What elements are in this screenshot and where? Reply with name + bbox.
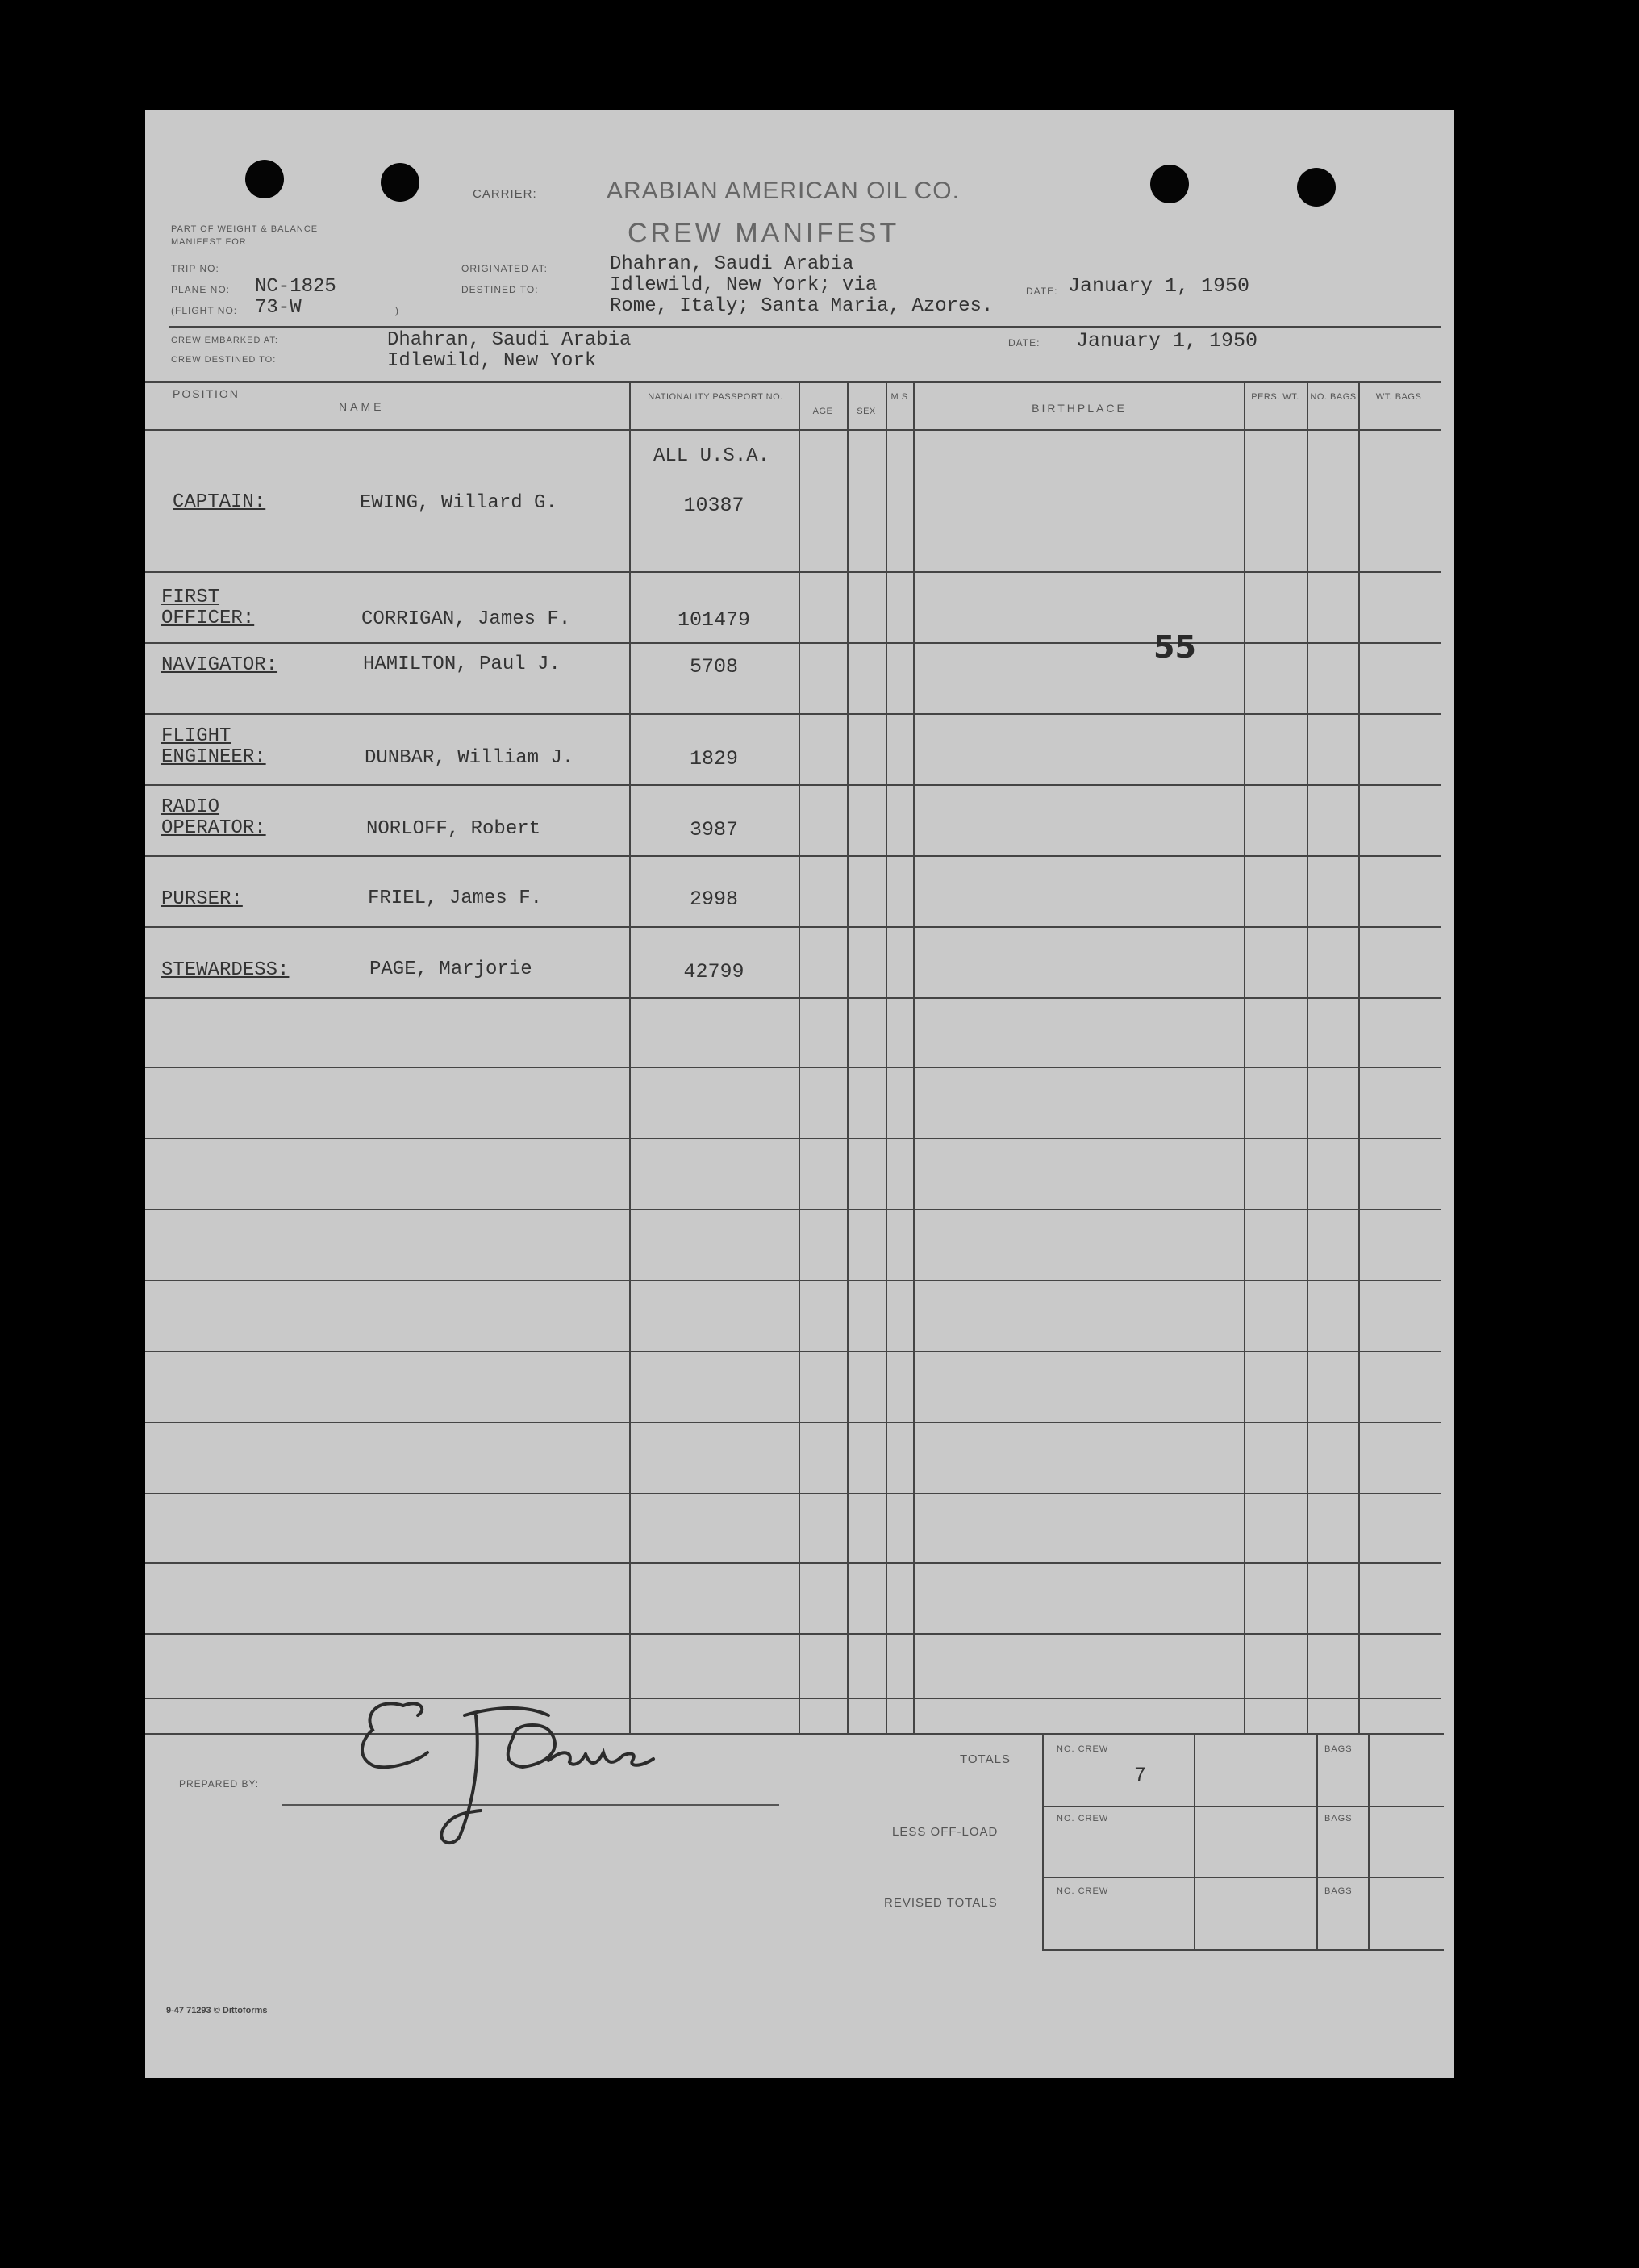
totals-row-rule-1 xyxy=(1042,1806,1444,1807)
passport-stewardess: 42799 xyxy=(683,960,744,984)
crew-destined-label: CREW DESTINED TO: xyxy=(171,355,277,365)
name-radio-operator: NORLOFF, Robert xyxy=(366,818,541,840)
name-stewardess: PAGE, Marjorie xyxy=(369,959,532,980)
table-row-rule xyxy=(145,713,1441,715)
name-first-officer: CORRIGAN, James F. xyxy=(361,608,571,630)
col-header-sex: SEX xyxy=(857,407,876,416)
crew-destined-value: Idlewild, New York xyxy=(387,350,597,372)
flight-close: ) xyxy=(395,305,399,316)
totals-label: TOTALS xyxy=(960,1752,1011,1766)
col-divider-pers-wt xyxy=(1307,382,1308,1735)
name-flight-engineer: DUNBAR, William J. xyxy=(365,747,574,769)
col-divider-name xyxy=(629,382,631,1735)
table-header-rule xyxy=(145,429,1441,431)
col-header-nationality: NATIONALITY PASSPORT NO. xyxy=(648,392,783,402)
no-crew-label-3: NO. CREW xyxy=(1057,1886,1109,1896)
carrier-label: CARRIER: xyxy=(473,187,537,201)
col-header-pers-wt: PERS. WT. xyxy=(1251,392,1299,402)
col-header-name: NAME xyxy=(339,400,385,413)
col-header-position: POSITION xyxy=(173,387,240,400)
col-divider-birthplace xyxy=(1244,382,1245,1735)
table-row-rule xyxy=(145,1493,1441,1494)
totals-grid-left xyxy=(1042,1735,1044,1951)
position-flight-engineer: FLIGHT ENGINEER: xyxy=(161,725,266,768)
nationality-note: ALL U.S.A. xyxy=(653,445,770,467)
table-row-rule xyxy=(145,1209,1441,1210)
prepared-by-label: PREPARED BY: xyxy=(179,1778,260,1790)
date2-value: January 1, 1950 xyxy=(1076,329,1258,353)
position-first-officer: FIRST OFFICER: xyxy=(161,587,255,629)
col-divider-sex xyxy=(886,382,887,1735)
col-header-birthplace: BIRTHPLACE xyxy=(1032,402,1127,415)
punch-hole-3 xyxy=(1150,165,1189,203)
table-top-rule xyxy=(145,381,1441,383)
date-value: January 1, 1950 xyxy=(1068,274,1250,298)
position-purser: PURSER: xyxy=(161,888,243,910)
table-row-rule xyxy=(145,784,1441,786)
table-row-rule xyxy=(145,1422,1441,1423)
col-divider-passport xyxy=(799,382,800,1735)
passport-purser: 2998 xyxy=(689,888,738,911)
passport-captain: 10387 xyxy=(683,494,744,517)
totals-grid-bags xyxy=(1316,1735,1318,1951)
col-divider-ms xyxy=(913,382,915,1735)
table-row-rule xyxy=(145,1280,1441,1281)
name-purser: FRIEL, James F. xyxy=(368,888,543,909)
destined-line1: Idlewild, New York; via xyxy=(610,274,878,296)
embarked-value: Dhahran, Saudi Arabia xyxy=(387,329,632,351)
col-divider-no-bags xyxy=(1358,382,1360,1735)
bags-label-2: BAGS xyxy=(1324,1814,1353,1823)
date-label: DATE: xyxy=(1026,286,1058,297)
table-row-rule xyxy=(145,1562,1441,1564)
destined-label: DESTINED TO: xyxy=(461,284,539,295)
col-divider-age xyxy=(847,382,849,1735)
header-rule xyxy=(169,326,1441,328)
passport-flight-engineer: 1829 xyxy=(689,747,738,771)
flight-no: 73-W xyxy=(255,297,302,319)
totals-row-rule-2 xyxy=(1042,1877,1444,1878)
total-crew-value: 7 xyxy=(1134,1764,1147,1787)
table-row-rule xyxy=(145,997,1441,999)
col-header-wt-bags: WT. BAGS xyxy=(1375,392,1422,402)
totals-grid-mid xyxy=(1194,1735,1195,1951)
passport-navigator: 5708 xyxy=(689,655,738,679)
col-header-ms: M S xyxy=(890,392,908,402)
table-row-rule xyxy=(145,1351,1441,1352)
manifest-title: CREW MANIFEST xyxy=(628,218,900,249)
name-navigator: HAMILTON, Paul J. xyxy=(363,654,561,675)
punch-hole-2 xyxy=(381,163,419,202)
position-captain: CAPTAIN: xyxy=(173,491,266,513)
punch-hole-4 xyxy=(1297,168,1336,207)
table-row-rule xyxy=(145,1138,1441,1139)
plane-no: NC-1825 xyxy=(255,276,336,298)
table-row-rule xyxy=(145,642,1441,644)
no-crew-label-2: NO. CREW xyxy=(1057,1814,1109,1823)
no-crew-label-1: NO. CREW xyxy=(1057,1744,1109,1754)
table-row-rule xyxy=(145,1067,1441,1068)
table-row-rule xyxy=(145,855,1441,857)
passport-first-officer: 101479 xyxy=(677,608,750,632)
bags-label-1: BAGS xyxy=(1324,1744,1353,1754)
plane-label: PLANE NO: xyxy=(171,284,231,295)
passport-radio-operator: 3987 xyxy=(689,818,738,842)
date2-label: DATE: xyxy=(1008,337,1041,349)
bags-label-3: BAGS xyxy=(1324,1886,1353,1896)
originated-label: ORIGINATED AT: xyxy=(461,263,548,274)
form-code: 9-47 71293 © Dittoforms xyxy=(166,2006,268,2015)
part-of-label: PART OF WEIGHT & BALANCE MANIFEST FOR xyxy=(171,224,319,247)
flight-label: (FLIGHT NO: xyxy=(171,305,238,316)
name-captain: EWING, Willard G. xyxy=(360,492,557,514)
originated-value: Dhahran, Saudi Arabia xyxy=(610,253,854,275)
stamp-number: 55 xyxy=(1153,629,1196,665)
position-stewardess: STEWARDESS: xyxy=(161,959,290,981)
totals-grid-right xyxy=(1368,1735,1370,1951)
revised-totals-label: REVISED TOTALS xyxy=(884,1896,998,1910)
less-offload-label: LESS OFF-LOAD xyxy=(892,1825,999,1839)
carrier-value: ARABIAN AMERICAN OIL CO. xyxy=(607,178,960,204)
embarked-label: CREW EMBARKED AT: xyxy=(171,336,278,345)
table-row-rule xyxy=(145,926,1441,928)
destined-line2: Rome, Italy; Santa Maria, Azores. xyxy=(610,295,994,317)
col-header-age: AGE xyxy=(812,407,833,416)
table-row-rule xyxy=(145,571,1441,573)
position-radio-operator: RADIO OPERATOR: xyxy=(161,796,266,839)
punch-hole-1 xyxy=(245,160,284,198)
signature xyxy=(307,1594,758,1852)
trip-label: TRIP NO: xyxy=(171,263,219,274)
manifest-sheet xyxy=(145,110,1454,2078)
position-navigator: NAVIGATOR: xyxy=(161,654,278,676)
col-header-no-bags: NO. BAGS xyxy=(1310,392,1357,402)
totals-row-rule-3 xyxy=(1042,1949,1444,1951)
